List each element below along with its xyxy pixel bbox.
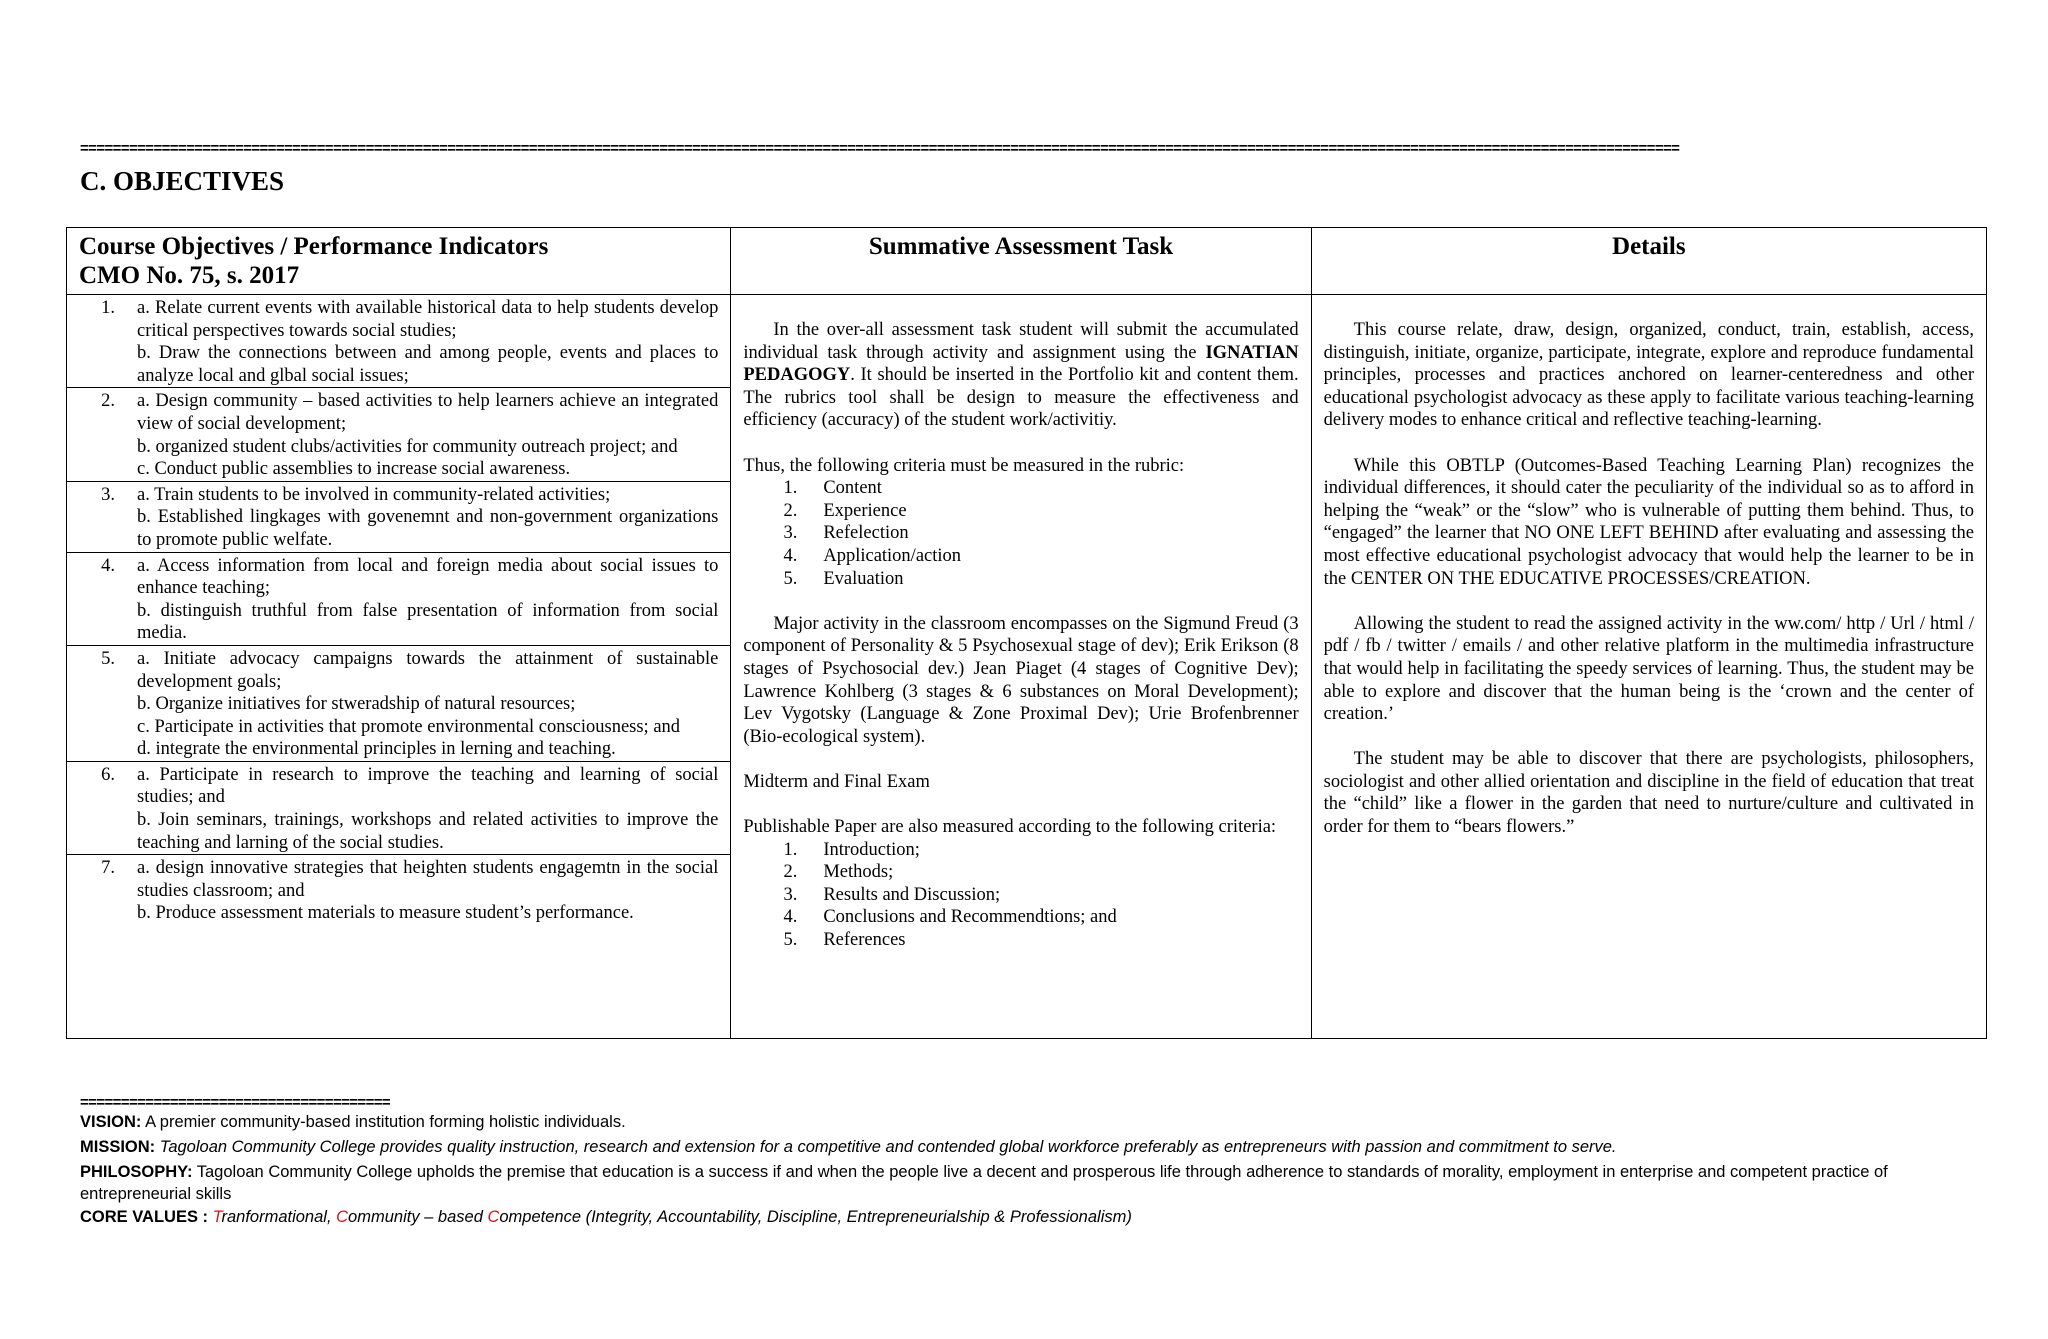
- core-values-label: CORE VALUES :: [80, 1208, 213, 1226]
- objective-line: b. Organize initiatives for stweradship of natural resources;: [137, 694, 576, 715]
- criteria-text: Content: [823, 478, 882, 499]
- objective-body: [137, 764, 718, 854]
- major-activity: Major activity in the classroom encompasses on the Sigmund Freud (3 component of Personality & 5 Psychosexual stage of dev); Erik Erikson (8 stages of Psychosocial dev.) Jean Piaget (4 stages of Cognitive Dev); Lawrence Kohlberg (3 stages & 6 substances on Moral Development); Lev Vygotsky (Language & Zone Proximal Dev); Urie Brofenbrenner (Bio-ecological system).: [743, 613, 1299, 747]
- philosophy-text: Tagoloan Community College upholds the premise that education is a success if and when the people live a decent and prosperous life through adherence to standards of morality, employment in enterprise and competent practice of entrepreneurial skills: [80, 1163, 1888, 1203]
- criteria-number: 2.: [783, 862, 798, 883]
- footer-rule: ======================================: [80, 1094, 391, 1111]
- details-paragraph-4: The student may be able to discover that there are psychologists, philosophers, sociologist and other allied orientation and discipline in the field of education that treat the “child” like a flower in the garden that need to nurture/culture and cultivated in order for them to “bears flowers.”: [1323, 749, 1974, 838]
- objectives-list: [67, 295, 730, 925]
- objectives-cell: [67, 295, 731, 1039]
- objective-line: a. Relate current events with available historical data to help students develop critical perspectives towards social studies;: [137, 298, 719, 341]
- assessment-intro-a: In the over-all assessment task student will submit the accumulated individual task through activity and assignment using the: [743, 320, 1299, 363]
- header-col1-line1: Course Objectives / Performance Indicators: [79, 233, 549, 260]
- vision-line: [80, 1110, 1980, 1135]
- criteria-intro: Thus, the following criteria must be measured in the rubric:: [743, 455, 1185, 476]
- objective-number: 4.: [101, 555, 115, 576]
- objective-item: [67, 295, 730, 388]
- assessment-intro-b: . It should be inserted in the Portfolio kit and content them. The rubrics tool shall be design to measure the effectiveness and efficiency (accuracy) of the student work/activitiy.: [743, 365, 1299, 431]
- objective-line: d. integrate the environmental principles in lerning and teaching.: [137, 739, 616, 760]
- table-body-row: [67, 295, 1987, 1039]
- core-t-rest: ranformational,: [221, 1208, 337, 1226]
- criteria-text: References: [823, 930, 906, 951]
- objective-line: c. Conduct public assemblies to increase social awareness.: [137, 459, 571, 480]
- objective-line: c. Participate in activities that promote environmental consciousness; and: [137, 716, 681, 737]
- objective-body: [137, 484, 718, 552]
- mission-line: [80, 1135, 1980, 1160]
- objectives-table: [66, 227, 1987, 1039]
- criteria-item: [743, 545, 1298, 568]
- objective-line: a. Initiate advocacy campaigns towards the attainment of sustainable development goals;: [137, 648, 719, 692]
- criteria-number: 3.: [783, 884, 798, 905]
- details-paragraph-3: Allowing the student to read the assigned activity in the ww.com/ http / Url / html / pdf / fb / twitter / emails / and other relative platform in the multimedia infrastructure that would help in facilitating the speedy services of learning. Thus, the student may be able to explore and discover that the human being is the ‘crown and the center of creation.’: [1323, 613, 1974, 725]
- header-summative-assessment: Summative Assessment Task: [731, 228, 1311, 295]
- assessment-intro: [743, 319, 1298, 432]
- criteria-number: 2.: [783, 500, 798, 521]
- header-course-objectives: [67, 228, 731, 295]
- criteria-text: Results and Discussion;: [823, 884, 1001, 905]
- philosophy-line: [80, 1161, 1980, 1205]
- objective-body: [137, 648, 718, 761]
- objective-item: [67, 646, 730, 762]
- criteria-number: 1.: [783, 478, 798, 499]
- exam-text: Midterm and Final Exam: [743, 771, 930, 792]
- objective-line: a. Participate in research to improve the teaching and learning of social studies; and: [137, 764, 719, 808]
- criteria-number: 5.: [783, 568, 798, 589]
- paper-criteria-list: [743, 839, 1298, 952]
- ignatian-pedagogy: IGNATIAN PEDAGOGY: [743, 342, 1299, 386]
- objective-line: a. Design community – based activities to help learners achieve an integrated view of social development;: [137, 391, 719, 434]
- core-c1-rest: ommunity – based: [348, 1208, 488, 1226]
- criteria-number: 3.: [783, 523, 798, 544]
- criteria-text: Introduction;: [823, 839, 920, 860]
- objective-line: b. Established lingkages with govenemnt and non-government organizations to promote public welfate.: [137, 507, 719, 550]
- header-col1-line2: CMO No. 75, s. 2017: [79, 262, 300, 289]
- objective-line: b. Produce assessment materials to measure student’s performance.: [137, 903, 634, 924]
- objective-number: 6.: [101, 764, 115, 785]
- core-t-letter: T: [212, 1208, 222, 1226]
- objective-line: b. organized student clubs/activities for community outreach project; and: [137, 436, 678, 457]
- objective-line: a. Access information from local and foreign media about social issues to enhance teaching;: [137, 555, 719, 599]
- criteria-text: Application/action: [823, 545, 962, 566]
- core-c2-rest: ompetence (Integrity, Accountability, Discipline, Entrepreneurialship & Professionalism): [499, 1208, 1132, 1226]
- details-cell: [1311, 295, 1986, 1039]
- assessment-cell: [731, 295, 1311, 1039]
- criteria-item: [743, 522, 1298, 545]
- objective-line: b. distinguish truthful from false presentation of information from social media.: [137, 600, 719, 644]
- criteria-item: [743, 500, 1298, 523]
- objective-number: 2.: [101, 391, 115, 412]
- objective-number: 5.: [101, 648, 115, 669]
- vision-label: VISION:: [80, 1113, 142, 1131]
- objective-body: [137, 297, 718, 387]
- objective-item: [67, 388, 730, 481]
- criteria-item: [743, 839, 1298, 862]
- criteria-item: [743, 861, 1298, 884]
- criteria-item: [743, 929, 1298, 952]
- objective-number: 1.: [101, 298, 115, 318]
- objective-item: [67, 855, 730, 925]
- criteria-text: Evaluation: [823, 568, 904, 589]
- objective-line: a. Train students to be involved in community-related activities;: [137, 484, 611, 505]
- paper-intro: Publishable Paper are also measured according to the following criteria:: [743, 817, 1277, 838]
- footer: [80, 1096, 1980, 1230]
- vision-text: A premier community-based institution forming holistic individuals.: [141, 1113, 626, 1131]
- criteria-number: 4.: [783, 545, 798, 566]
- criteria-item: [743, 906, 1298, 929]
- criteria-text: Methods;: [823, 862, 894, 883]
- objective-body: [137, 390, 718, 480]
- objective-line: b. Draw the connections between and among people, events and places to analyze local and glbal social issues;: [137, 343, 719, 386]
- objective-body: [137, 555, 718, 645]
- philosophy-label: PHILOSOPHY:: [80, 1163, 193, 1181]
- objective-body: [137, 857, 718, 925]
- core-values-line: [80, 1205, 1980, 1230]
- section-title: C. OBJECTIVES: [80, 166, 285, 196]
- mission-text: Tagoloan Community College provides quality instruction, research and extension for a competitive and contended global workforce preferably as entrepreneurs with passion and commitment to serve.: [155, 1138, 1617, 1156]
- objective-item: [67, 553, 730, 646]
- criteria-number: 5.: [783, 930, 798, 951]
- criteria-text: Conclusions and Recommendtions; and: [823, 907, 1117, 928]
- details-paragraph-2: While this OBTLP (Outcomes-Based Teaching Learning Plan) recognizes the individual differences, it should cater the peculiarity of the individual so as to afford in helping the “weak” or the “slow” who is vulnerable of putting them behind. Thus, to “engaged” the learner that NO ONE LEFT BEHIND after evaluating and assessing the most effective educational psychologist advocacy that would help the learner to be in the CENTER ON THE EDUCATIVE PROCESSES/CREATION.: [1323, 455, 1974, 589]
- criteria-text: Experience: [823, 500, 907, 521]
- core-c1-letter: C: [336, 1208, 349, 1226]
- separator-rule: ====================================================================================================================================================================================================: [80, 140, 1680, 157]
- criteria-item: [743, 568, 1298, 591]
- criteria-number: 1.: [783, 839, 798, 860]
- criteria-text: Refelection: [823, 523, 909, 544]
- objective-line: b. Join seminars, trainings, workshops and related activities to improve the teaching and larning of the social studies.: [137, 810, 719, 853]
- mission-label: MISSION:: [80, 1138, 156, 1156]
- table-header-row: [67, 228, 1987, 295]
- criteria-item: [743, 477, 1298, 500]
- criteria-list: [743, 477, 1298, 590]
- objective-item: [67, 482, 730, 553]
- criteria-item: [743, 884, 1298, 907]
- objective-item: [67, 762, 730, 855]
- objective-number: 7.: [101, 858, 115, 879]
- objective-number: 3.: [101, 484, 115, 505]
- details-paragraph-1: This course relate, draw, design, organized, conduct, train, establish, access, distinguish, initiate, organize, participate, integrate, explore and reproduce fundamental principles, processes and practices anchored on learner-centeredness and other educational psychologist advocacy as these apply to facilitate various teaching-learning delivery modes to enhance critical and reflective teaching-learning.: [1323, 320, 1974, 431]
- criteria-number: 4.: [783, 907, 798, 928]
- header-details: Details: [1311, 228, 1986, 295]
- objective-line: a. design innovative strategies that heighten students engagemtn in the social studies classroom; and: [137, 858, 719, 901]
- core-c2-letter: C: [487, 1208, 500, 1226]
